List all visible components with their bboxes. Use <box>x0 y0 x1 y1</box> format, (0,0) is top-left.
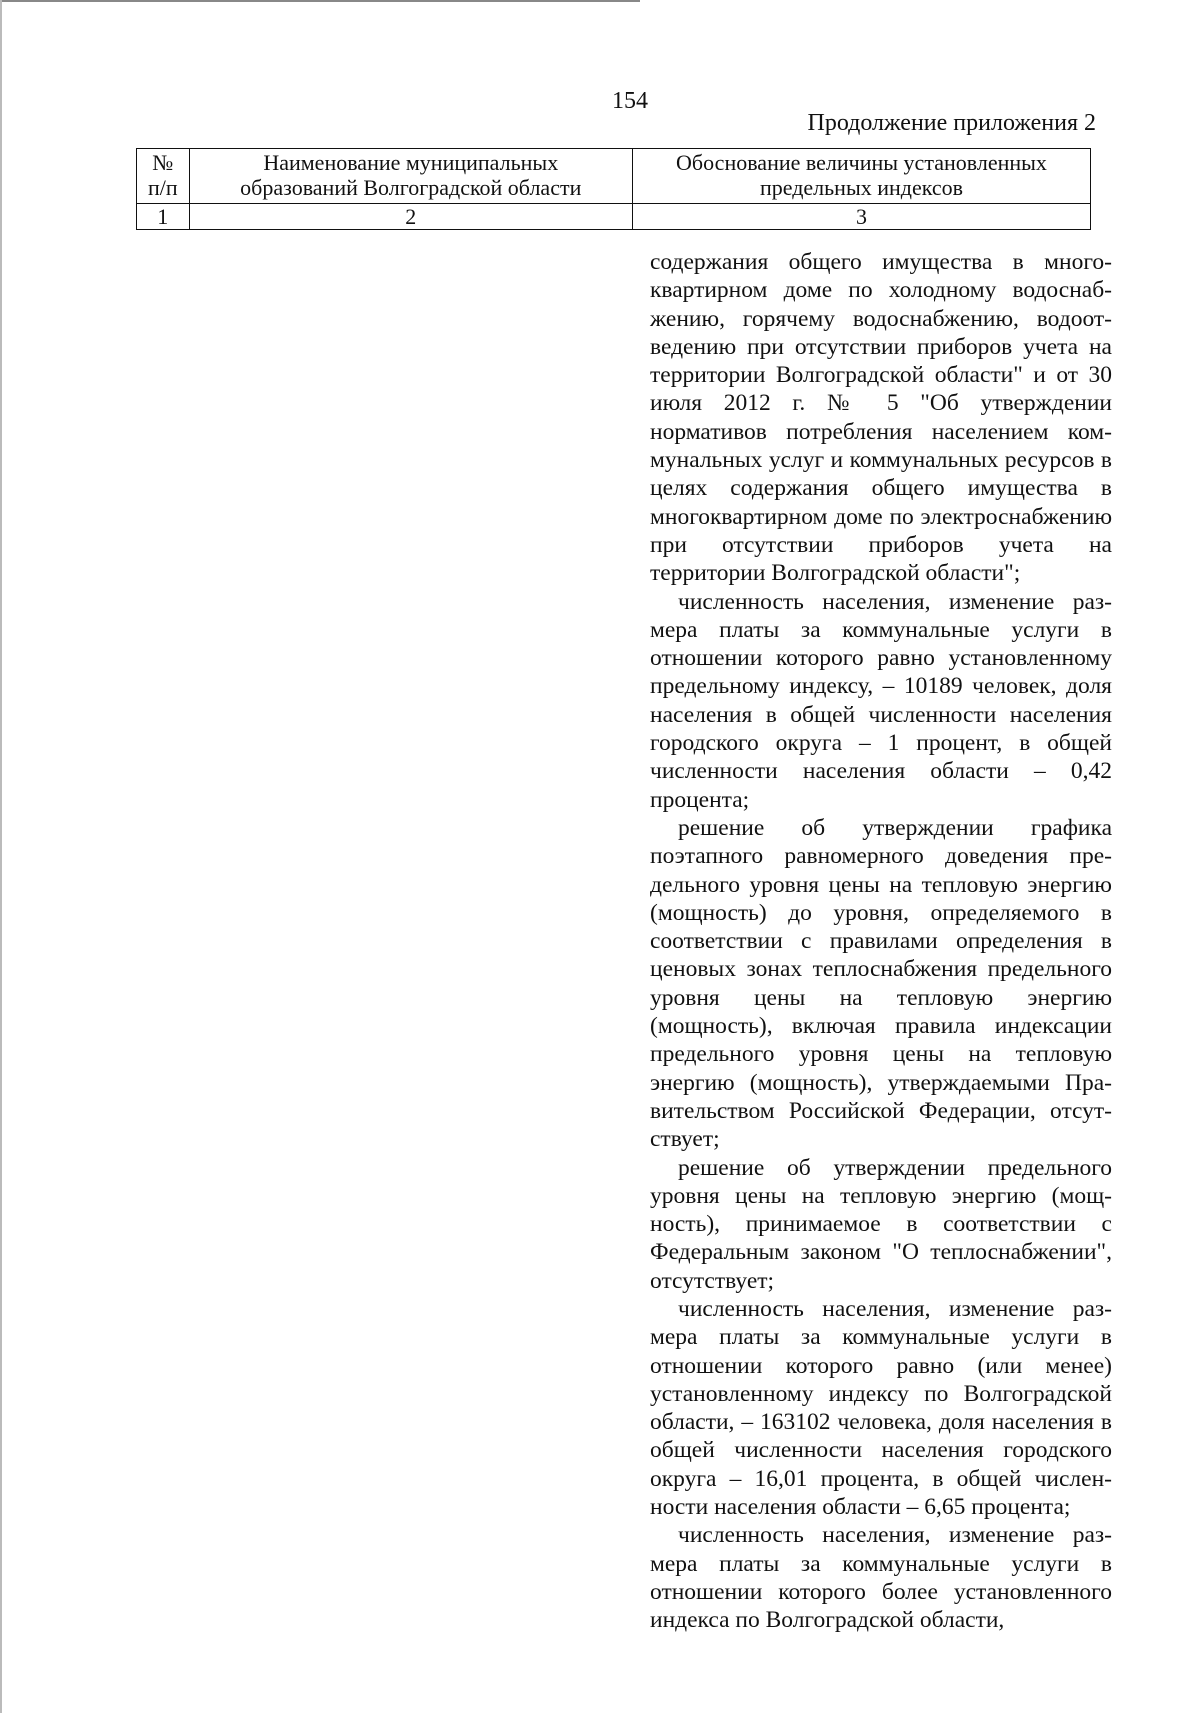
column-number-1: 1 <box>137 203 190 229</box>
column-number-2: 2 <box>189 203 632 229</box>
scan-edge-left <box>0 0 2 1713</box>
header-number-line2: п/п <box>147 175 178 201</box>
header-cell-municipality <box>189 149 632 204</box>
paragraph-continuation: содержания общего имущества в многоквартирном доме по холодному водоснабжению, горячему водоснабжению, водоотведению при отсутствии приборов учета на территории Волгоградской области" и от 30 июля 2012 г. № 5 "Об утверждении нормативов потребления населением коммунальных услуг и коммунальных ресурсов в целях содержания общего имущества в многоквартирном доме по электроснабжению при отсутствии приборов учета на территории Волгоградской области"; <box>650 249 1112 587</box>
paragraph-heat-price-schedule: решение об утверждении графика поэтапного равномерного доведения предельного уровня цены на тепловую энергию (мощность) до уровня, определяемого в соответствии с правилами определения в ценовых зонах теплоснабжения предельного уровня цены на тепловую энергию (мощность), включая правила индексации предельного уровня цены на тепловую энергию (мощность), утверждаемыми Правительством Российской Федерации, отсутствует; <box>650 814 1112 1153</box>
header-justification-line1: Обоснование величины установленных <box>676 150 1047 175</box>
continuation-label: Продолжение приложения 2 <box>807 110 1096 136</box>
header-municipality-line1: Наименование муниципальных <box>263 150 559 175</box>
table-header-row <box>137 149 1091 204</box>
header-number-line1: № <box>152 150 174 175</box>
paragraph-heat-price-limit: решение об утверждении предельного уровня цены на тепловую энергию (мощность), принимаемое в соответствии с Федеральным законом "О теплоснабжении", отсутствует; <box>650 1154 1112 1294</box>
justification-column <box>650 248 1112 1635</box>
paragraph-population-equal-index: численность населения, изменение размера платы за коммунальные услуги в отношении которого равно установленному предельному индексу, – 10189 человек, доля населения в общей численности населения городского округа – 1 процент, в общей численности населения области – 0,42 процента; <box>650 588 1112 813</box>
column-number-3: 3 <box>632 203 1090 229</box>
paragraph-population-regional-index: численность населения, изменение размера платы за коммунальные услуги в отношении которого равно (или менее) установленному индексу по Волгоградской области, – 163102 человека, доля населения в общей численности населения городского округа – 16,01 процента, в общей численности населения области – 6,65 процента; <box>650 1295 1112 1521</box>
scan-edge-top <box>0 0 640 2</box>
paragraph-population-above-index: численность населения, изменение размера платы за коммунальные услуги в отношении которого более установленного индекса по Волгоградской области, <box>650 1522 1112 1634</box>
table-header <box>136 148 1091 230</box>
header-cell-justification <box>632 149 1090 204</box>
page-number: 154 <box>612 88 648 114</box>
header-municipality-line2: образований Волгоградской области <box>240 175 582 201</box>
header-justification-line2: предельных индексов <box>759 175 964 201</box>
header-cell-number <box>137 149 190 204</box>
column-number-row <box>137 203 1091 229</box>
